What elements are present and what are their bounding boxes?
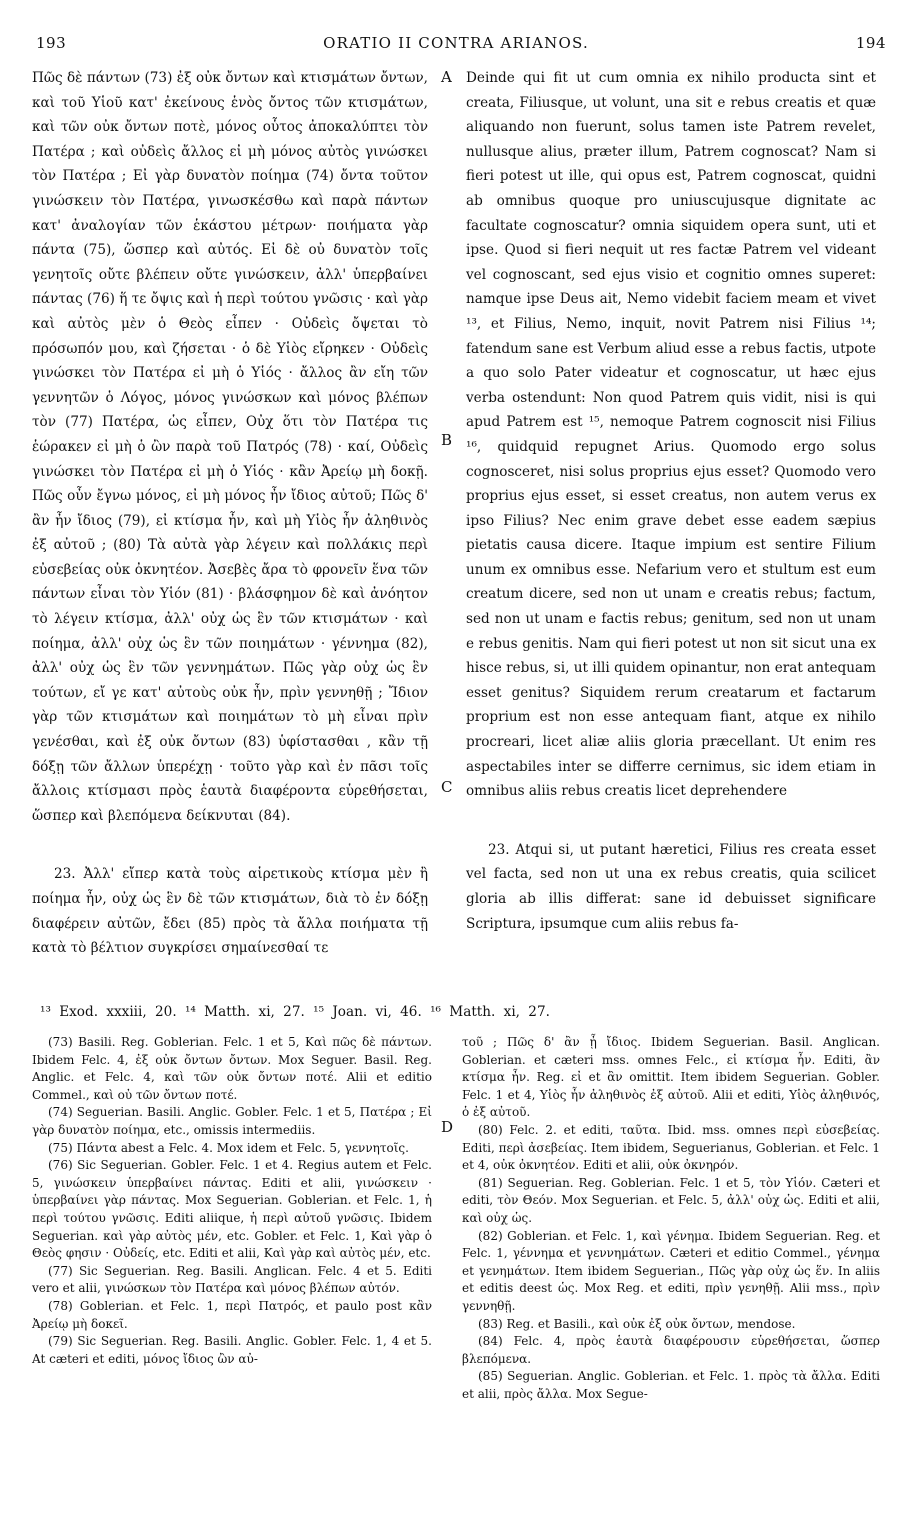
page-number-right: 194	[855, 34, 886, 52]
footnote: (78) Goblerian. et Felc. 1, περὶ Πατρός, et paulo post κἂν Ἀρείῳ μὴ δοκεῖ.	[32, 1298, 432, 1331]
margin-letter-a: A	[441, 68, 452, 86]
margin-letter-d: D	[441, 1118, 454, 1136]
footnote-continuation: τοῦ ; Πῶς δ' ἂν ᾖ ἴδιος. Ibidem Seguerian. Basil. Anglican. Goblerian. et cæteri mss. omnes Felc., εἰ κτίσμα ἦν. Editi, ἂν κτίσμα ἦν. Reg. εἰ et ἂν omittit. Item ibidem Seguerian. Gobler. Felc. 1 et 4, Υἱὸς ἦν ἀληθινὸς ἐξ αὐτοῦ. Alii et editi, Υἱὸς ἀληθινός, ὁ ἐξ αὐτοῦ.	[462, 1035, 880, 1120]
page-number-left: 193	[36, 34, 67, 52]
footnote: (82) Goblerian. et Felc. 1, καὶ γένημα. Ibidem Seguerian. Reg. et Felc. 1, γέννημα et γεννημάτων. Cæteri et editio Commel., γένημα et γενημάτων. Item ibidem Seguerian., Πῶς γὰρ οὐχ ὡς ἕν. In aliis et editis deest ὡς. Mox Reg. et editi, πρὶν γενηθῇ. Alii mss., πρὶν γεννηθῇ.	[462, 1228, 880, 1313]
footnote: (84) Felc. 4, πρὸς ἑαυτὰ διαφέρουσιν εὑρεθήσεται, ὥσπερ βλεπόμενα.	[462, 1334, 880, 1366]
greek-text-column	[32, 66, 428, 961]
latin-paragraph: Deinde qui fit ut cum omnia ex nihilo producta sint et creata, Filiusque, ut volunt, una sit e rebus creatis et quæ aliquando non fuerunt, solus tamen iste Patrem revelet, nullusque alius, præter illum, Patrem cognoscat? Nam si fieri potest ut ille, qui opus est, Patrem cognoscat, quidni ab omnibus quoque pro uniuscujusque dignitate ac facultate cognoscatur? omnia siquidem opera sunt, uti et ipse. Quod si fieri nequit ut res factæ Patrem vel videant vel cognoscant, sed ejus visio et cognitio omnes superet: namque ipse Deus ait, Nemo videbit faciem meam et vivet ¹³, et Filius, Nemo, inquit, novit Patrem nisi Filius ¹⁴; fatendum sane est Verbum aliud esse a rebus factis, utpote a quo solo Pater videatur et cognoscatur, ut hæc ejus verba ostendunt: Non quod Patrem quis vidit, nisi is qui apud Patrem est ¹⁵, nemoque Patrem cognoscit nisi Filius ¹⁶, quidquid repugnet Arius. Quomodo ergo solus cognosceret, nisi solus proprius ejus esset? Quomodo vero proprius ejus esset, si esset creatus, non autem verus ex ipso Filius? Nec enim grave debet esse eadem sæpius pietatis causa dicere. Itaque impium est sentire Filium unum ex omnibus esse. Nefarium vero et stultum est eum creatum dicere, sed non ut unam e creatis rebus; factum, sed non ut unam e factis rebus; genitum, sed non ut unam e rebus genitis. Nam qui fieri potest ut non sit sicut una ex hisce rebus, si, ut illi quidem opinantur, non erat antequam esset genitus? Siquidem rerum creatarum et factarum proprium est non esse antequam fiant, atque ex nihilo procreari, licet aliæ aliis gloria præcellant. Ut enim res aspectabiles inter se differre cernimus, sic idem etiam in omnibus aliis rebus creatis licet deprehendere	[466, 70, 876, 800]
margin-letter-c: C	[441, 778, 453, 796]
greek-paragraph-23: 23. Ἀλλ' εἴπερ κατὰ τοὺς αἱρετικοὺς κτίσμα μὲν ἢ ποίημα ἦν, οὐχ ὡς ἓν δὲ τῶν κτισμάτων, διὰ τὸ ἐν δόξῃ διαφέρειν αὐτῶν, ἔδει (85) πρὸς τὰ ἄλλα ποιήματα τῇ κατὰ τὸ βέλτιον συγκρίσει σημαίνεσθαί τε	[32, 866, 428, 957]
footnote: (75) Πάντα abest a Felc. 4. Mox idem et Felc. 5, γεννητοῖς.	[48, 1140, 409, 1155]
footnotes-right	[462, 1034, 880, 1403]
latin-paragraph-23: 23. Atqui si, ut putant hæretici, Filius res creata esset vel facta, sed non ut una ex rebus creatis, quia scilicet gloria ab illis differat: sane id debuisset significare Scriptura, ipsumque cum aliis rebus fa-	[466, 841, 876, 932]
latin-text-column	[466, 66, 876, 936]
footnote: (79) Sic Seguerian. Reg. Basili. Anglic. Gobler. Felc. 1, 4 et 5. At cæteri et editi, μόνος ἴδιος ὢν αὐ-	[32, 1334, 432, 1366]
margin-letter-b: B	[441, 431, 453, 449]
greek-paragraph: Πῶς δὲ πάντων (73) ἐξ οὐκ ὄντων καὶ κτισμάτων ὄντων, καὶ τοῦ Υἱοῦ κατ' ἐκείνους ἑνὸς ὄντος τῶν κτισμάτων, καὶ τῶν οὐκ ὄντων ποτὲ, μόνος οὗτος ἀποκαλύπτει τὸν Πατέρα ; καὶ οὐδεὶς ἄλλος εἰ μὴ μόνος αὐτὸς γινώσκει τὸν Πατέρα ; Εἰ γὰρ δυνατὸν ποίημα (74) ὄντα τοῦτον γινώσκειν τὸν Πατέρα, γινωσκέσθω καὶ παρὰ πάντων κατ' ἀναλογίαν τῶν ἑκάστου μέτρων· ποιήματα γὰρ πάντα (75), ὥσπερ καὶ αὐτός. Εἰ δὲ οὐ δυνατὸν τοῖς γενητοῖς οὔτε βλέπειν οὔτε γινώσκειν, ἀλλ' ὑπερβαίνει πάντας (76) ἥ τε ὄψις καὶ ἡ περὶ τούτου γνῶσις · καὶ γὰρ καὶ αὐτὸς μὲν ὁ Θεὸς εἶπεν · Οὐδεὶς ὄψεται τὸ πρόσωπόν μου, καὶ ζήσεται · ὁ δὲ Υἱὸς εἴρηκεν · Οὐδεὶς γινώσκει τὸν Πατέρα εἰ μὴ ὁ Υἱός · ἄλλος ἂν εἴη τῶν γεννητῶν ὁ Λόγος, μόνος γινώσκων καὶ μόνος βλέπων τὸν (77) Πατέρα, ὡς εἶπεν, Οὐχ ὅτι τὸν Πατέρα τις ἑώρακεν εἰ μὴ ὁ ὢν παρὰ τοῦ Πατρός (78) · καί, Οὐδεὶς γινώσκει τὸν Πατέρα εἰ μὴ ὁ Υἱός · κἂν Ἀρείῳ μὴ δοκῇ. Πῶς οὖν ἔγνω μόνος, εἰ μὴ μόνος ἦν ἴδιος αὐτοῦ; Πῶς δ' ἂν ἦν ἴδιος (79), εἰ κτίσμα ἦν, καὶ μὴ Υἱὸς ἦν ἀληθινὸς ἐξ αὐτοῦ ; (80) Τὰ αὐτὰ γὰρ λέγειν καὶ πολλάκις περὶ εὐσεβείας οὐκ ὀκνητέον. Ἀσεβὲς ἄρα τὸ φρονεῖν ἕνα τῶν πάντων εἶναι τὸν Υἱόν (81) · βλάσφημον δὲ καὶ ἀνόητον τὸ λέγειν κτίσμα, ἀλλ' οὐχ ὡς ἓν τῶν κτισμάτων · καὶ ποίημα, ἀλλ' οὐχ ὡς ἓν τῶν ποιημάτων · γέννημα (82), ἀλλ' οὐχ ὡς ἓν τῶν γεννημάτων. Πῶς γὰρ οὐχ ὡς ἓν τούτων, εἴ γε κατ' αὐτοὺς οὐκ ἦν, πρὶν γεννηθῇ ; Ἴδιον γὰρ τῶν κτισμάτων καὶ ποιημάτων τὸ μὴ εἶναι πρὶν γενέσθαι, καὶ ἐξ οὐκ ὄντων (83) ὑφίστασθαι , κἂν τῇ δόξῃ τῶν ἄλλων ὑπερέχῃ · τοῦτο γὰρ καὶ ἐν πᾶσι τοῖς ἄλλοις κτίσμασι πρὸς ἑαυτὰ διαφέροντα εὑρεθήσεται, ὥσπερ καὶ βλεπόμενα δείκνυται (84).	[32, 70, 428, 824]
footnote: (80) Felc. 2. et editi, ταῦτα. Ibid. mss. omnes περὶ εὐσεβείας. Editi, περὶ ἀσεβείας. Item ibidem, Seguerianus, Goblerian. et Felc. 1 et 4, οὐκ ὀκνητέον. Editi et alii, οὐκ ὀκνηρόν.	[462, 1122, 880, 1173]
footnote: (81) Seguerian. Reg. Goblerian. Felc. 1 et 5, τὸν Υἱόν. Cæteri et editi, τὸν Θεόν. Mox Seguerian. et Felc. 5, ἀλλ' οὐχ ὡς. Editi et alii, καὶ οὐχ ὡς.	[462, 1175, 880, 1225]
footnote: (76) Sic Seguerian. Gobler. Felc. 1 et 4. Regius autem et Felc. 5, γινώσκειν ὑπερβαίνει πάντας. Editi et alii, γινώσκειν · ὑπερβαίνει γὰρ πάντας. Mox Seguerian. Goblerian. et Felc. 1, ἡ περὶ τούτου γνῶσις. Editi aliique, ἡ περὶ αὐτοῦ γνῶσις. Ibidem Seguerian. καὶ γὰρ αὐτὸς μέν, etc. Gobler. et Felc. 1, Καὶ γὰρ ὁ Θεὸς φησιν · Οὐδείς, etc. Editi et alii, Καὶ γὰρ καὶ αὐτὸς μέν, etc.	[32, 1158, 432, 1261]
footnote: (74) Seguerian. Basili. Anglic. Gobler. Felc. 1 et 5, Πατέρα ; Εἰ γὰρ δυνατὸν ποίημα, etc., omissis intermediis.	[32, 1105, 432, 1137]
footnote: (85) Seguerian. Anglic. Goblerian. et Felc. 1. πρὸς τὰ ἄλλα. Editi et alii, πρὸς ἄλλα. Mox Segue-	[462, 1369, 880, 1401]
scripture-references: ¹³ Exod. xxxiii, 20. ¹⁴ Matth. xi, 27. ¹⁵ Joan. vi, 46. ¹⁶ Matth. xi, 27.	[40, 1004, 550, 1020]
running-title: ORATIO II CONTRA ARIANOS.	[323, 34, 589, 52]
footnote: (83) Reg. et Basili., καὶ οὐκ ἐξ οὐκ ὄντων, mendose.	[478, 1316, 796, 1331]
footnote: (77) Sic Seguerian. Reg. Basili. Anglican. Felc. 4 et 5. Editi vero et alii, γινώσκων τὸν Πατέρα καὶ μόνος βλέπων αὐτόν.	[32, 1263, 432, 1296]
footnote: (73) Basili. Reg. Goblerian. Felc. 1 et 5, Καὶ πῶς δὲ πάντων. Ibidem Felc. 4, ἐξ οὐκ ὄντων ὄντων. Mox Seguer. Basil. Reg. Anglic. et Felc. 4, καὶ τῶν οὐκ ὄντων ποτέ. Alii et editio Commel., καὶ οὐ τῶν ὄντων ποτέ.	[32, 1035, 432, 1102]
footnotes-left	[32, 1034, 432, 1368]
